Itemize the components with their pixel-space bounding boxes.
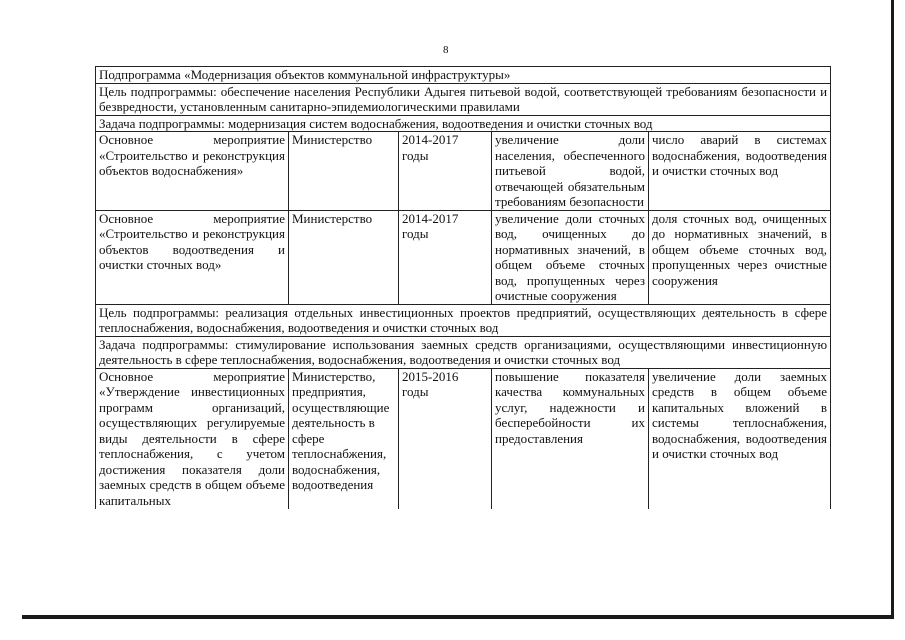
result-cell: увеличение доли населения, обеспеченного питьевой водой, отвечающей обязательным требованиям безопасности [492, 132, 649, 211]
indicator-cell: увеличение доли заемных средств в общем объеме капитальных вложений в системы теплоснабжения, водоснабжения, водоотведения и очистки сточных вод [649, 368, 831, 509]
result-cell: повышение показателя качества коммунальных услуг, надежности и бесперебойности их предоставления [492, 368, 649, 509]
page-edge-right [891, 0, 894, 617]
goal-row [96, 83, 831, 115]
subprogram-title: Подпрограмма «Модернизация объектов коммунальной инфраструктуры» [96, 67, 831, 84]
table-row [96, 132, 831, 211]
activity-cell: Основное мероприятие «Утверждение инвестиционных программ организаций, осуществляющих регулируемые виды деятельности в сфере теплоснабжения, с учетом достижения показателя доли заемных средств в общем объеме капитальных [96, 368, 289, 509]
goal-row [96, 304, 831, 336]
executor-cell: Министерство [289, 210, 399, 304]
task-text: Задача подпрограммы: стимулирование использования заемных средств организациями, осуществляющими инвестиционную деятельность в сфере теплоснабжения, водоснабжения, водоотведения и очистки сточных вод [96, 336, 831, 368]
subprogram-table [95, 66, 831, 509]
executor-cell: Министерство, предприятия, осуществляющие деятельность в сфере теплоснабжения, водоснабжения, водоотведения [289, 368, 399, 509]
page-number: 8 [443, 44, 449, 56]
subprogram-title-row [96, 67, 831, 84]
activity-cell: Основное мероприятие «Строительство и реконструкция объектов водоотведения и очистки сточных вод» [96, 210, 289, 304]
page-edge-bottom [22, 615, 894, 619]
period-cell: 2014-2017 годы [399, 132, 492, 211]
period-cell: 2014-2017 годы [399, 210, 492, 304]
task-row [96, 336, 831, 368]
activity-cell: Основное мероприятие «Строительство и реконструкция объектов водоснабжения» [96, 132, 289, 211]
task-text: Задача подпрограммы: модернизация систем водоснабжения, водоотведения и очистки сточных вод [96, 115, 831, 132]
result-cell: увеличение доли сточных вод, очищенных до нормативных значений, в общем объеме сточных вод, пропущенных через очистные сооружения [492, 210, 649, 304]
table-row [96, 210, 831, 304]
table-row [96, 368, 831, 509]
task-row [96, 115, 831, 132]
period-cell: 2015-2016 годы [399, 368, 492, 509]
executor-cell: Министерство [289, 132, 399, 211]
indicator-cell: доля сточных вод, очищенных до нормативных значений, в общем объеме сточных вод, пропущенных через очистные сооружения [649, 210, 831, 304]
indicator-cell: число аварий в системах водоснабжения, водоотведения и очистки сточных вод [649, 132, 831, 211]
goal-text: Цель подпрограммы: реализация отдельных инвестиционных проектов предприятий, осуществляющих деятельность в сфере теплоснабжения, водоснабжения, водоотведения и очистки сточных вод [96, 304, 831, 336]
goal-text: Цель подпрограммы: обеспечение населения Республики Адыгея питьевой водой, соответствующей требованиям безопасности и безвредности, установленным санитарно-эпидемиологическими правилами [96, 83, 831, 115]
